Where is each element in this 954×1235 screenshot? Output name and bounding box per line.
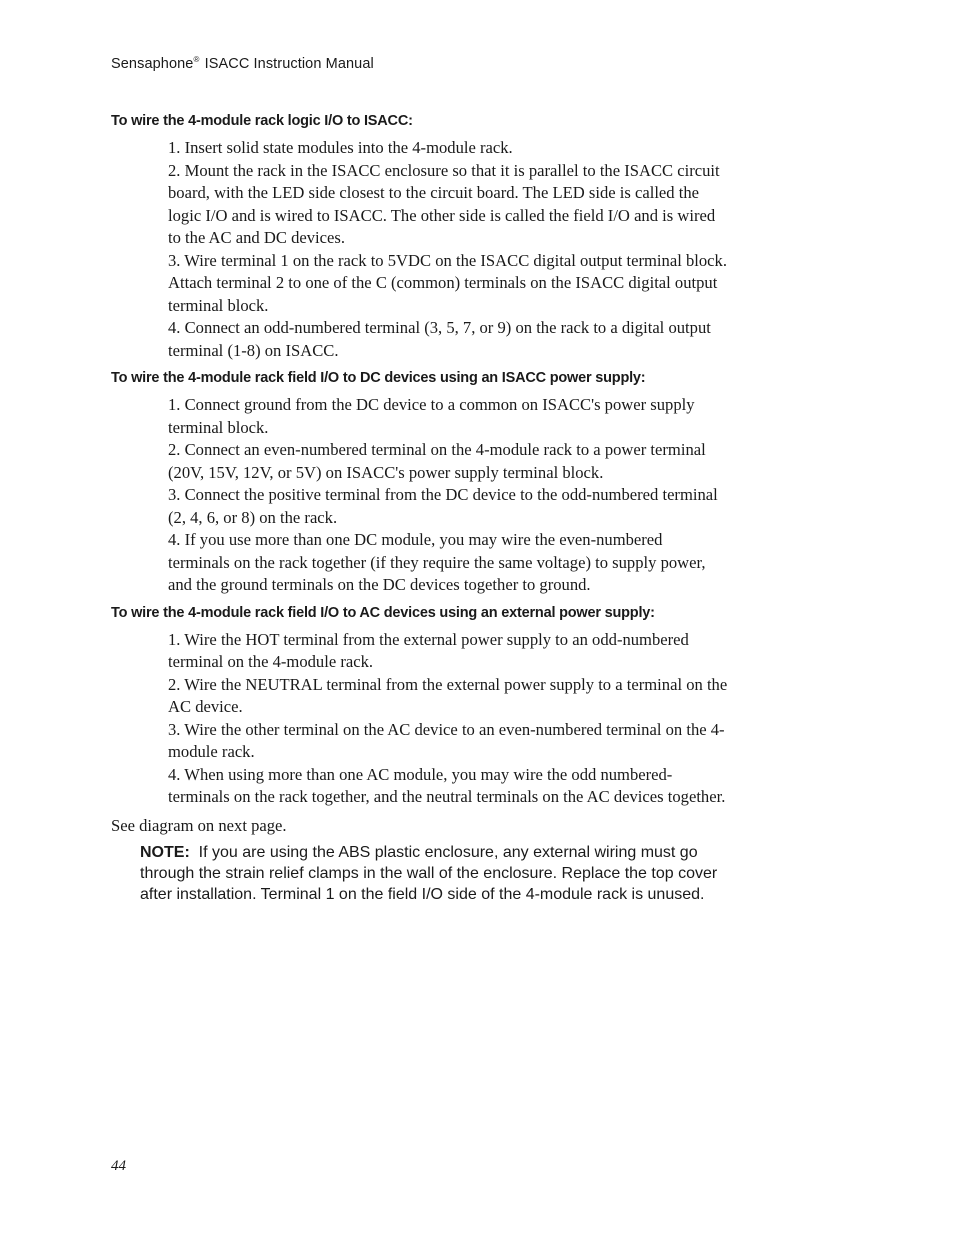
note-label: NOTE: — [140, 844, 190, 861]
step-item: 1. Wire the HOT terminal from the external power supply to an odd-numbered terminal on the 4-module rack. — [168, 629, 689, 671]
section-heading: To wire the 4-module rack logic I/O to ISACC: — [111, 113, 413, 129]
step-item: 4. When using more than one AC module, you may wire the odd numbered-terminals on the rack together, and the neutral terminals on the AC devices together. — [168, 764, 726, 806]
step-item: 3. Connect the positive terminal from the DC device to the odd-numbered terminal (2, 4, 6, or 8) on the rack. — [168, 485, 718, 527]
step-item: 1. Insert solid state modules into the 4-module rack. — [168, 138, 513, 157]
header-brand: Sensaphone — [111, 56, 194, 72]
section-dc-devices — [111, 368, 736, 597]
step-item: 2. Mount the rack in the ISACC enclosure so that it is parallel to the ISACC circuit board, with the LED side closest to the circuit board. The LED side is called the logic I/O and is wired to ISACC. The other side is called the field I/O and is wired to the AC and DC devices. — [168, 160, 720, 247]
section-ac-devices — [111, 603, 736, 809]
step-item: 4. Connect an odd-numbered terminal (3, 5, 7, or 9) on the rack to a digital output terminal (1-8) on ISACC. — [168, 318, 711, 360]
step-item: 3. Wire terminal 1 on the rack to 5VDC on the ISACC digital output terminal block. Attach terminal 2 to one of the C (common) terminals on the ISACC digital output terminal block. — [168, 250, 727, 315]
step-item: 2. Connect an even-numbered terminal on the 4-module rack to a power terminal (20V, 15V, 12V, or 5V) on ISACC's power supply terminal block. — [168, 440, 706, 482]
section-heading: To wire the 4-module rack field I/O to DC devices using an ISACC power supply: — [111, 370, 646, 386]
step-item: 2. Wire the NEUTRAL terminal from the external power supply to a terminal on the AC device. — [168, 674, 728, 716]
page-number: 44 — [111, 1158, 126, 1174]
step-list — [168, 629, 728, 809]
header-title: ISACC Instruction Manual — [204, 56, 374, 72]
section-heading: To wire the 4-module rack field I/O to AC devices using an external power supply: — [111, 604, 655, 621]
step-item: 3. Wire the other terminal on the AC device to an even-numbered terminal on the 4-module rack. — [168, 719, 725, 761]
note-block — [140, 843, 735, 905]
see-diagram-text: See diagram on next page. — [111, 815, 287, 835]
step-item: 1. Connect ground from the DC device to a common on ISACC's power supply terminal block. — [168, 395, 695, 437]
step-item: 4. If you use more than one DC module, you may wire the even-numbered terminals on the rack together (if they require the same voltage) to supply power, and the ground terminals on the DC devices together to ground. — [168, 530, 706, 594]
step-list — [168, 394, 728, 597]
registered-mark: ® — [193, 55, 200, 64]
page-content — [111, 111, 736, 905]
note-text: If you are using the ABS plastic enclosure, any external wiring must go through the strain relief clamps in the wall of the enclosure. Replace the top cover after installation. Terminal 1 on the field I/O side of the 4-module rack is unused. — [140, 844, 718, 903]
section-logic-io — [111, 111, 736, 362]
running-header — [111, 55, 374, 72]
step-list — [168, 137, 728, 362]
